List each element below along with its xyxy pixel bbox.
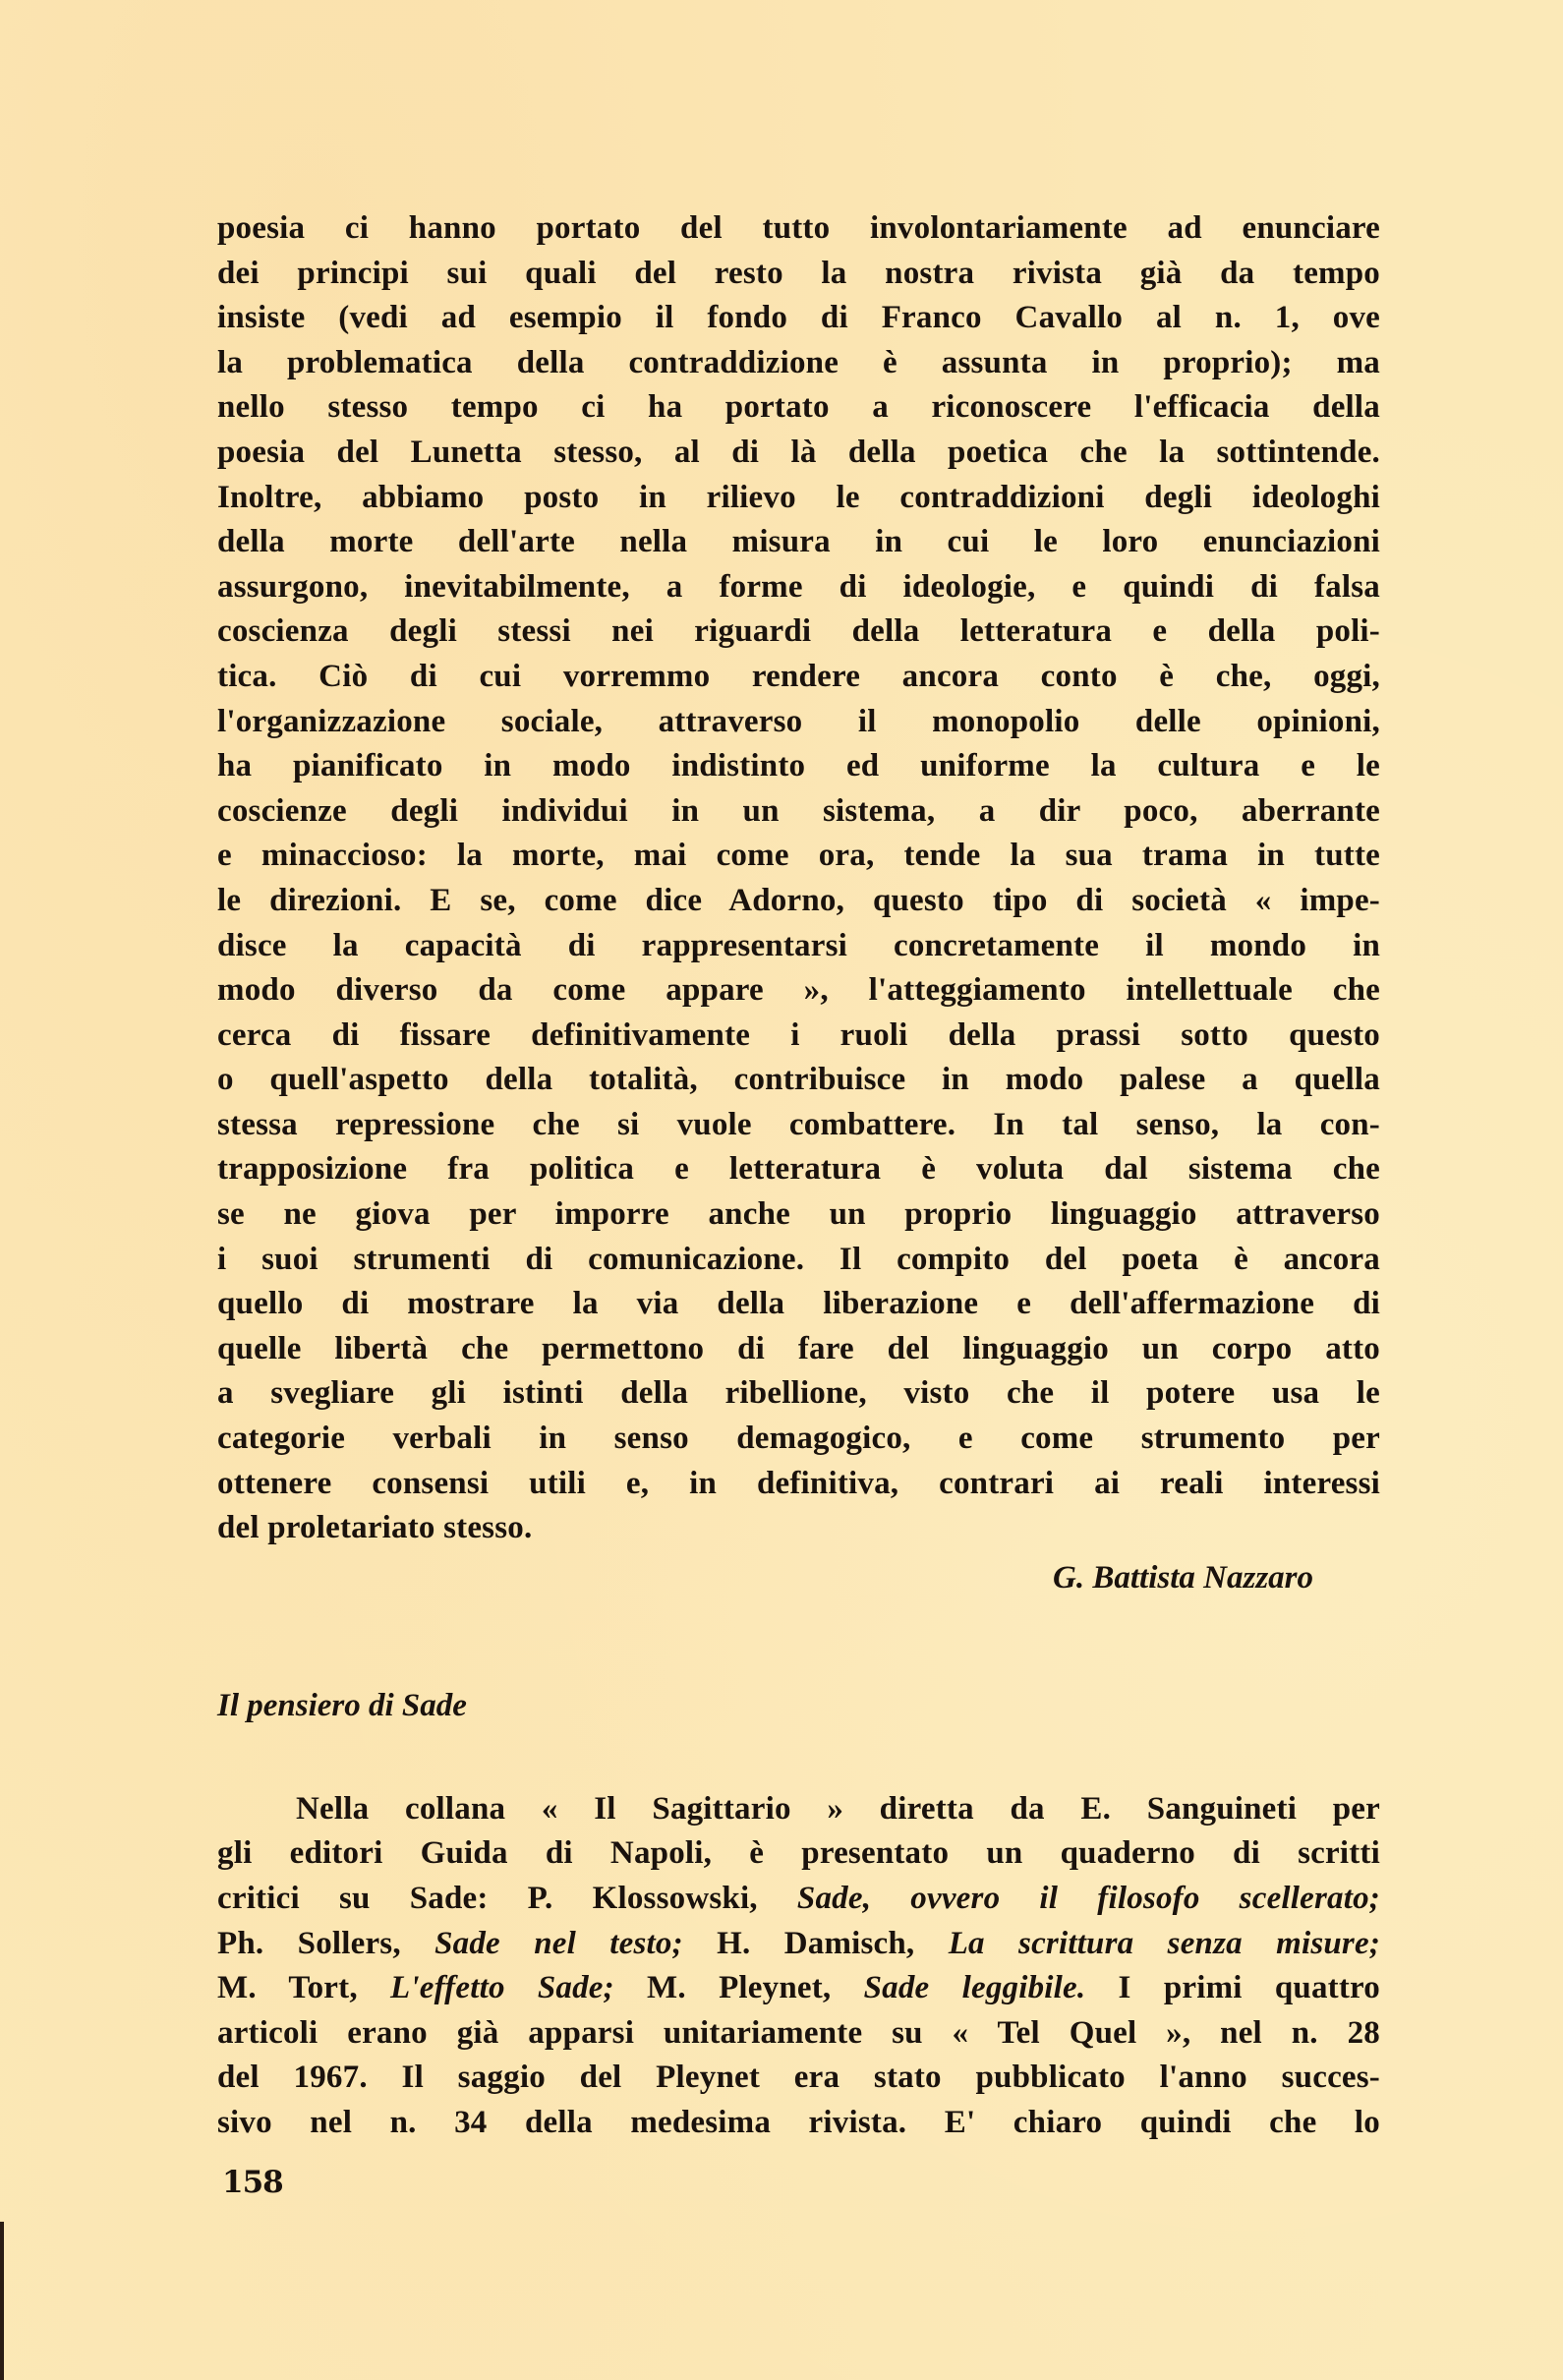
text-line: poesia del Lunetta stesso, al di là della poetica che la sottintende. — [217, 434, 1380, 470]
text-line — [217, 1966, 1380, 2011]
book-title: Sade nel testo; — [434, 1925, 683, 1961]
text-line: la problematica della contraddizione è assunta in proprio); ma — [217, 344, 1380, 380]
text-line: tica. Ciò di cui vorremmo rendere ancora conto è che, oggi, — [217, 658, 1380, 694]
page-binding-edge — [0, 2222, 4, 2380]
book-title: L'effetto Sade; — [390, 1970, 614, 2006]
text-line: ha pianificato in modo indistinto ed uniforme la cultura e le — [217, 748, 1380, 784]
text-run: H. Damisch, — [682, 1925, 949, 1961]
text-line: sivo nel n. 34 della medesima rivista. E' chiaro quindi che lo — [217, 2104, 1380, 2140]
text-line: quello di mostrare la via della liberazione e dell'affermazione di — [217, 1286, 1380, 1322]
text-line: cerca di fissare definitivamente i ruoli della prassi sotto questo — [217, 1016, 1380, 1053]
text-line: gli editori Guida di Napoli, è presentato un quaderno di scritti — [217, 1835, 1380, 1872]
text-run: M. Pleynet, — [613, 1970, 864, 2006]
text-line: se ne giova per imporre anche un proprio linguaggio attraverso — [217, 1196, 1380, 1233]
text-line: nello stesso tempo ci ha portato a riconoscere l'efficacia della — [217, 389, 1380, 426]
text-line: del 1967. Il saggio del Pleynet era stato pubblicato l'anno succes- — [217, 2060, 1380, 2096]
text-line: assurgono, inevitabilmente, a forme di ideologie, e quindi di falsa — [217, 568, 1380, 605]
text-line — [217, 1922, 1380, 1967]
text-line: insiste (vedi ad esempio il fondo di Franco Cavallo al n. 1, ove — [217, 300, 1380, 336]
text-run: I primi quattro — [1085, 1970, 1380, 2006]
text-line: ottenere consensi utili e, in definitiva, contrari ai reali interessi — [217, 1465, 1380, 1501]
text-line: della morte dell'arte nella misura in cui le loro enunciazioni — [217, 524, 1380, 560]
text-run: Ph. Sollers, — [217, 1925, 435, 1961]
text-line: e minaccioso: la morte, mai come ora, tende la sua trama in tutte — [217, 838, 1380, 874]
text-line: Nella collana « Il Sagittario » diretta da E. Sanguineti per — [296, 1790, 1380, 1827]
text-line: o quell'aspetto della totalità, contribuisce in modo palese a quella — [217, 1062, 1380, 1098]
text-line: i suoi strumenti di comunicazione. Il compito del poeta è ancora — [217, 1241, 1380, 1277]
book-title: Sade, ovvero il filosofo scellerato; — [796, 1881, 1380, 1916]
section-title: Il pensiero di Sade — [217, 1687, 467, 1723]
text-line: trapposizione fra politica e letteratura è voluta dal sistema che — [217, 1151, 1380, 1188]
book-title: La scrittura senza misure; — [948, 1925, 1380, 1961]
text-line: poesia ci hanno portato del tutto involontariamente ad enunciare — [217, 210, 1380, 246]
text-line: disce la capacità di rappresentarsi concretamente il mondo in — [217, 927, 1380, 963]
text-line: del proletariato stesso. — [217, 1510, 533, 1546]
article-sade — [217, 1683, 1380, 2146]
text-line: quelle libertà che permettono di fare del linguaggio un corpo atto — [217, 1330, 1380, 1366]
text-line: stessa repressione che si vuole combattere. In tal senso, la con- — [217, 1106, 1380, 1142]
text-line: l'organizzazione sociale, attraverso il monopolio delle opinioni, — [217, 703, 1380, 739]
text-line: dei principi sui quali del resto la nostra rivista già da tempo — [217, 255, 1380, 291]
text-line: a svegliare gli istinti della ribellione, visto che il potere usa le — [217, 1375, 1380, 1412]
text-line: articoli erano già apparsi unitariamente su « Tel Quel », nel n. 28 — [217, 2014, 1380, 2051]
book-page — [217, 206, 1380, 2146]
text-run: M. Tort, — [217, 1970, 390, 2006]
text-line: categorie verbali in senso demagogico, e come strumento per — [217, 1421, 1380, 1457]
text-line: modo diverso da come appare », l'atteggiamento intellettuale che — [217, 972, 1380, 1009]
text-line: coscienza degli stessi nei riguardi della letteratura e della poli- — [217, 613, 1380, 650]
text-line: le direzioni. E se, come dice Adorno, questo tipo di società « impe- — [217, 882, 1380, 918]
text-line: coscienze degli individui in un sistema, a dir poco, aberrante — [217, 792, 1380, 829]
text-line: Inoltre, abbiamo posto in rilievo le contraddizioni degli ideologhi — [217, 479, 1380, 515]
book-title: Sade leggibile. — [863, 1970, 1086, 2006]
article-nazzaro — [217, 206, 1380, 1600]
text-line — [217, 1877, 1380, 1922]
page-number: 158 — [222, 2165, 283, 2200]
author-signature: G. Battista Nazzaro — [1053, 1559, 1313, 1596]
text-run: critici su Sade: P. Klossowski, — [217, 1881, 797, 1916]
